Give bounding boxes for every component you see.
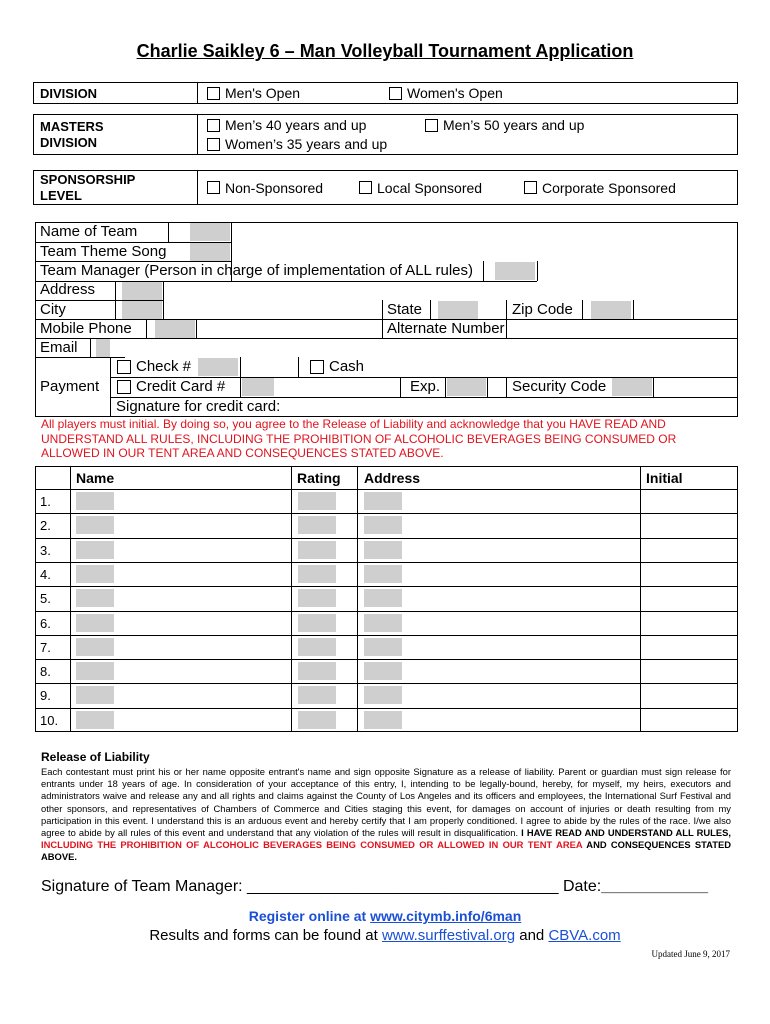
womens-open-label: Women's Open: [407, 85, 503, 101]
player-address-field[interactable]: [364, 662, 402, 680]
team-name-field[interactable]: [190, 223, 230, 241]
womens-35-label: Women’s 35 years and up: [225, 136, 388, 152]
state-field[interactable]: [438, 301, 478, 319]
row-number: 6.: [40, 615, 51, 631]
email-field[interactable]: [96, 339, 110, 357]
row-number: 9.: [40, 688, 51, 704]
row-number: 2.: [40, 518, 51, 534]
mobile-field[interactable]: [155, 320, 195, 338]
player-address-field[interactable]: [364, 516, 402, 534]
mens-50-checkbox[interactable]: [425, 119, 438, 132]
col-address-header: Address: [364, 470, 421, 486]
local-sponsored-checkbox[interactable]: [359, 181, 372, 194]
row-number: 1.: [40, 494, 51, 509]
player-address-field[interactable]: [364, 711, 402, 729]
row-number: 4.: [40, 566, 51, 582]
manager-field[interactable]: [495, 262, 535, 280]
player-rating-field[interactable]: [298, 565, 336, 583]
cash-label: Cash: [329, 358, 365, 375]
player-address-field[interactable]: [364, 686, 402, 704]
mens-open-label: Men's Open: [225, 85, 301, 101]
player-name-field[interactable]: [76, 638, 114, 656]
release-title: Release of Liability: [41, 750, 150, 764]
womens-35-checkbox[interactable]: [207, 138, 220, 151]
player-rating-field[interactable]: [298, 492, 336, 510]
player-name-field[interactable]: [76, 711, 114, 729]
row-number: 5.: [40, 591, 51, 607]
address-field[interactable]: [122, 282, 162, 300]
credit-card-field[interactable]: [242, 378, 274, 396]
state-label: State: [387, 301, 423, 318]
theme-song-field[interactable]: [190, 243, 230, 261]
cbva-link[interactable]: CBVA.com: [548, 927, 621, 944]
division-label: DIVISION: [40, 86, 98, 101]
card-signature-label: Signature for credit card:: [116, 398, 281, 415]
player-address-field[interactable]: [364, 589, 402, 607]
exp-field[interactable]: [447, 378, 486, 396]
results-line: Results and forms can be found at www.surffestival.org and CBVA.com: [149, 927, 621, 944]
player-rating-field[interactable]: [298, 686, 336, 704]
player-name-field[interactable]: [76, 589, 114, 607]
non-sponsored-checkbox[interactable]: [207, 181, 220, 194]
player-rating-field[interactable]: [298, 589, 336, 607]
warning-text: All players must initial. By doing so, you agree to the Release of Liability and acknowledge that you HAVE READ AND UNDERSTAND ALL RULES, INCLUDING THE PROHIBITION OF ALCOHOLIC BEVERAGES BEING CONSUMED OR ALLOWED IN OUR TENT AREA AND CONSEQUENCES STATED ABOVE.: [41, 417, 677, 460]
col-name-header: Name: [76, 470, 115, 486]
player-rating-field[interactable]: [298, 516, 336, 534]
page-title: Charlie Saikley 6 – Man Volleyball Tournament Application: [136, 41, 634, 61]
division-row: [33, 82, 738, 104]
city-label: City: [40, 301, 66, 318]
player-name-field[interactable]: [76, 541, 114, 559]
mobile-label: Mobile Phone: [40, 320, 132, 337]
row-number: 7.: [40, 639, 51, 655]
zip-label: Zip Code: [512, 301, 573, 318]
zip-field[interactable]: [591, 301, 631, 319]
non-sponsored-label: Non-Sponsored: [225, 180, 324, 196]
player-address-field[interactable]: [364, 565, 402, 583]
local-sponsored-label: Local Sponsored: [377, 180, 483, 196]
player-address-field[interactable]: [364, 492, 402, 510]
credit-card-label: Credit Card #: [136, 378, 226, 395]
player-address-field[interactable]: [364, 614, 402, 632]
masters-label: MASTERS DIVISION: [40, 119, 104, 150]
team-manager-signature-line[interactable]: Signature of Team Manager: ___________________________________ Date:____________: [41, 878, 708, 895]
player-rating-field[interactable]: [298, 638, 336, 656]
alternate-label: Alternate Number: [387, 320, 505, 337]
row-number: 3.: [40, 542, 51, 558]
city-field[interactable]: [122, 301, 162, 319]
theme-song-label: Team Theme Song: [40, 243, 167, 260]
corporate-sponsored-label: Corporate Sponsored: [542, 180, 676, 196]
womens-open-checkbox[interactable]: [389, 87, 402, 100]
check-number-field[interactable]: [198, 358, 238, 376]
check-checkbox[interactable]: [117, 360, 131, 374]
security-code-label: Security Code: [512, 378, 607, 395]
player-rating-field[interactable]: [298, 541, 336, 559]
col-rating-header: Rating: [297, 470, 341, 486]
player-rating-field[interactable]: [298, 614, 336, 632]
col-initial-header: Initial: [646, 470, 683, 486]
manager-label: Team Manager (Person in charge of implementation of ALL rules): [40, 262, 474, 279]
exp-label: Exp.: [410, 378, 441, 395]
corporate-sponsored-checkbox[interactable]: [524, 181, 537, 194]
row-number: 10.: [40, 712, 59, 728]
player-address-field[interactable]: [364, 541, 402, 559]
player-address-field[interactable]: [364, 638, 402, 656]
player-name-field[interactable]: [76, 662, 114, 680]
surffestival-link[interactable]: www.surffestival.org: [381, 927, 516, 944]
credit-card-checkbox[interactable]: [117, 380, 131, 394]
mens-open-checkbox[interactable]: [207, 87, 220, 100]
player-name-field[interactable]: [76, 686, 114, 704]
updated-date: Updated June 9, 2017: [651, 949, 730, 959]
player-name-field[interactable]: [76, 516, 114, 534]
register-line: Register online at www.citymb.info/6man: [248, 908, 522, 924]
sponsorship-label: SPONSORSHIP LEVEL: [40, 172, 136, 203]
email-label: Email: [40, 339, 78, 356]
address-label: Address: [40, 281, 96, 298]
player-name-field[interactable]: [76, 492, 114, 510]
payment-label: Payment: [40, 378, 100, 395]
register-link[interactable]: www.citymb.info/6man: [370, 908, 522, 924]
player-rating-field[interactable]: [298, 662, 336, 680]
team-name-label: Name of Team: [40, 223, 138, 240]
cash-checkbox[interactable]: [310, 360, 324, 374]
mens-40-label: Men’s 40 years and up: [225, 117, 367, 133]
check-label: Check #: [136, 358, 192, 375]
security-code-field[interactable]: [612, 378, 652, 396]
release-body: Each contestant must print his or her name opposite entrant's name and sign opposite Signature as a release of liability. Parent or guardian must sign release for entrants under 18 years of age. In consideration of your acceptance of this entry, I, intending to be legally-bound, hereby, for myself, my heirs, executors and administrators waive and release any and all rights and claims against the County of Los Angeles and its officers and employees, the International Surf Festival and other sponsors, and representatives of Chambers of Commerce and Cities staging this event, for damages on account of injuries or death resulting from my participation in this event. I understand this is an arduous event and hereby certify that I am properly conditioned. I agree to abide by the rules of the race. I/we also agree to abide by all rules of this event and understand that any violation of the rules will result in disqualification. I HAVE READ AND UNDERSTAND ALL RULES, INCLUDING THE PROHIBITION OF ALCOHOLIC BEVERAGES BEING CONSUMED OR ALLOWED IN OUR TENT AREA AND CONSEQUENCES STATED ABOVE.: [41, 766, 732, 863]
mens-40-checkbox[interactable]: [207, 119, 220, 132]
mens-50-label: Men’s 50 years and up: [443, 117, 585, 133]
player-rating-field[interactable]: [298, 711, 336, 729]
player-name-field[interactable]: [76, 565, 114, 583]
row-number: 8.: [40, 664, 51, 680]
player-name-field[interactable]: [76, 614, 114, 632]
